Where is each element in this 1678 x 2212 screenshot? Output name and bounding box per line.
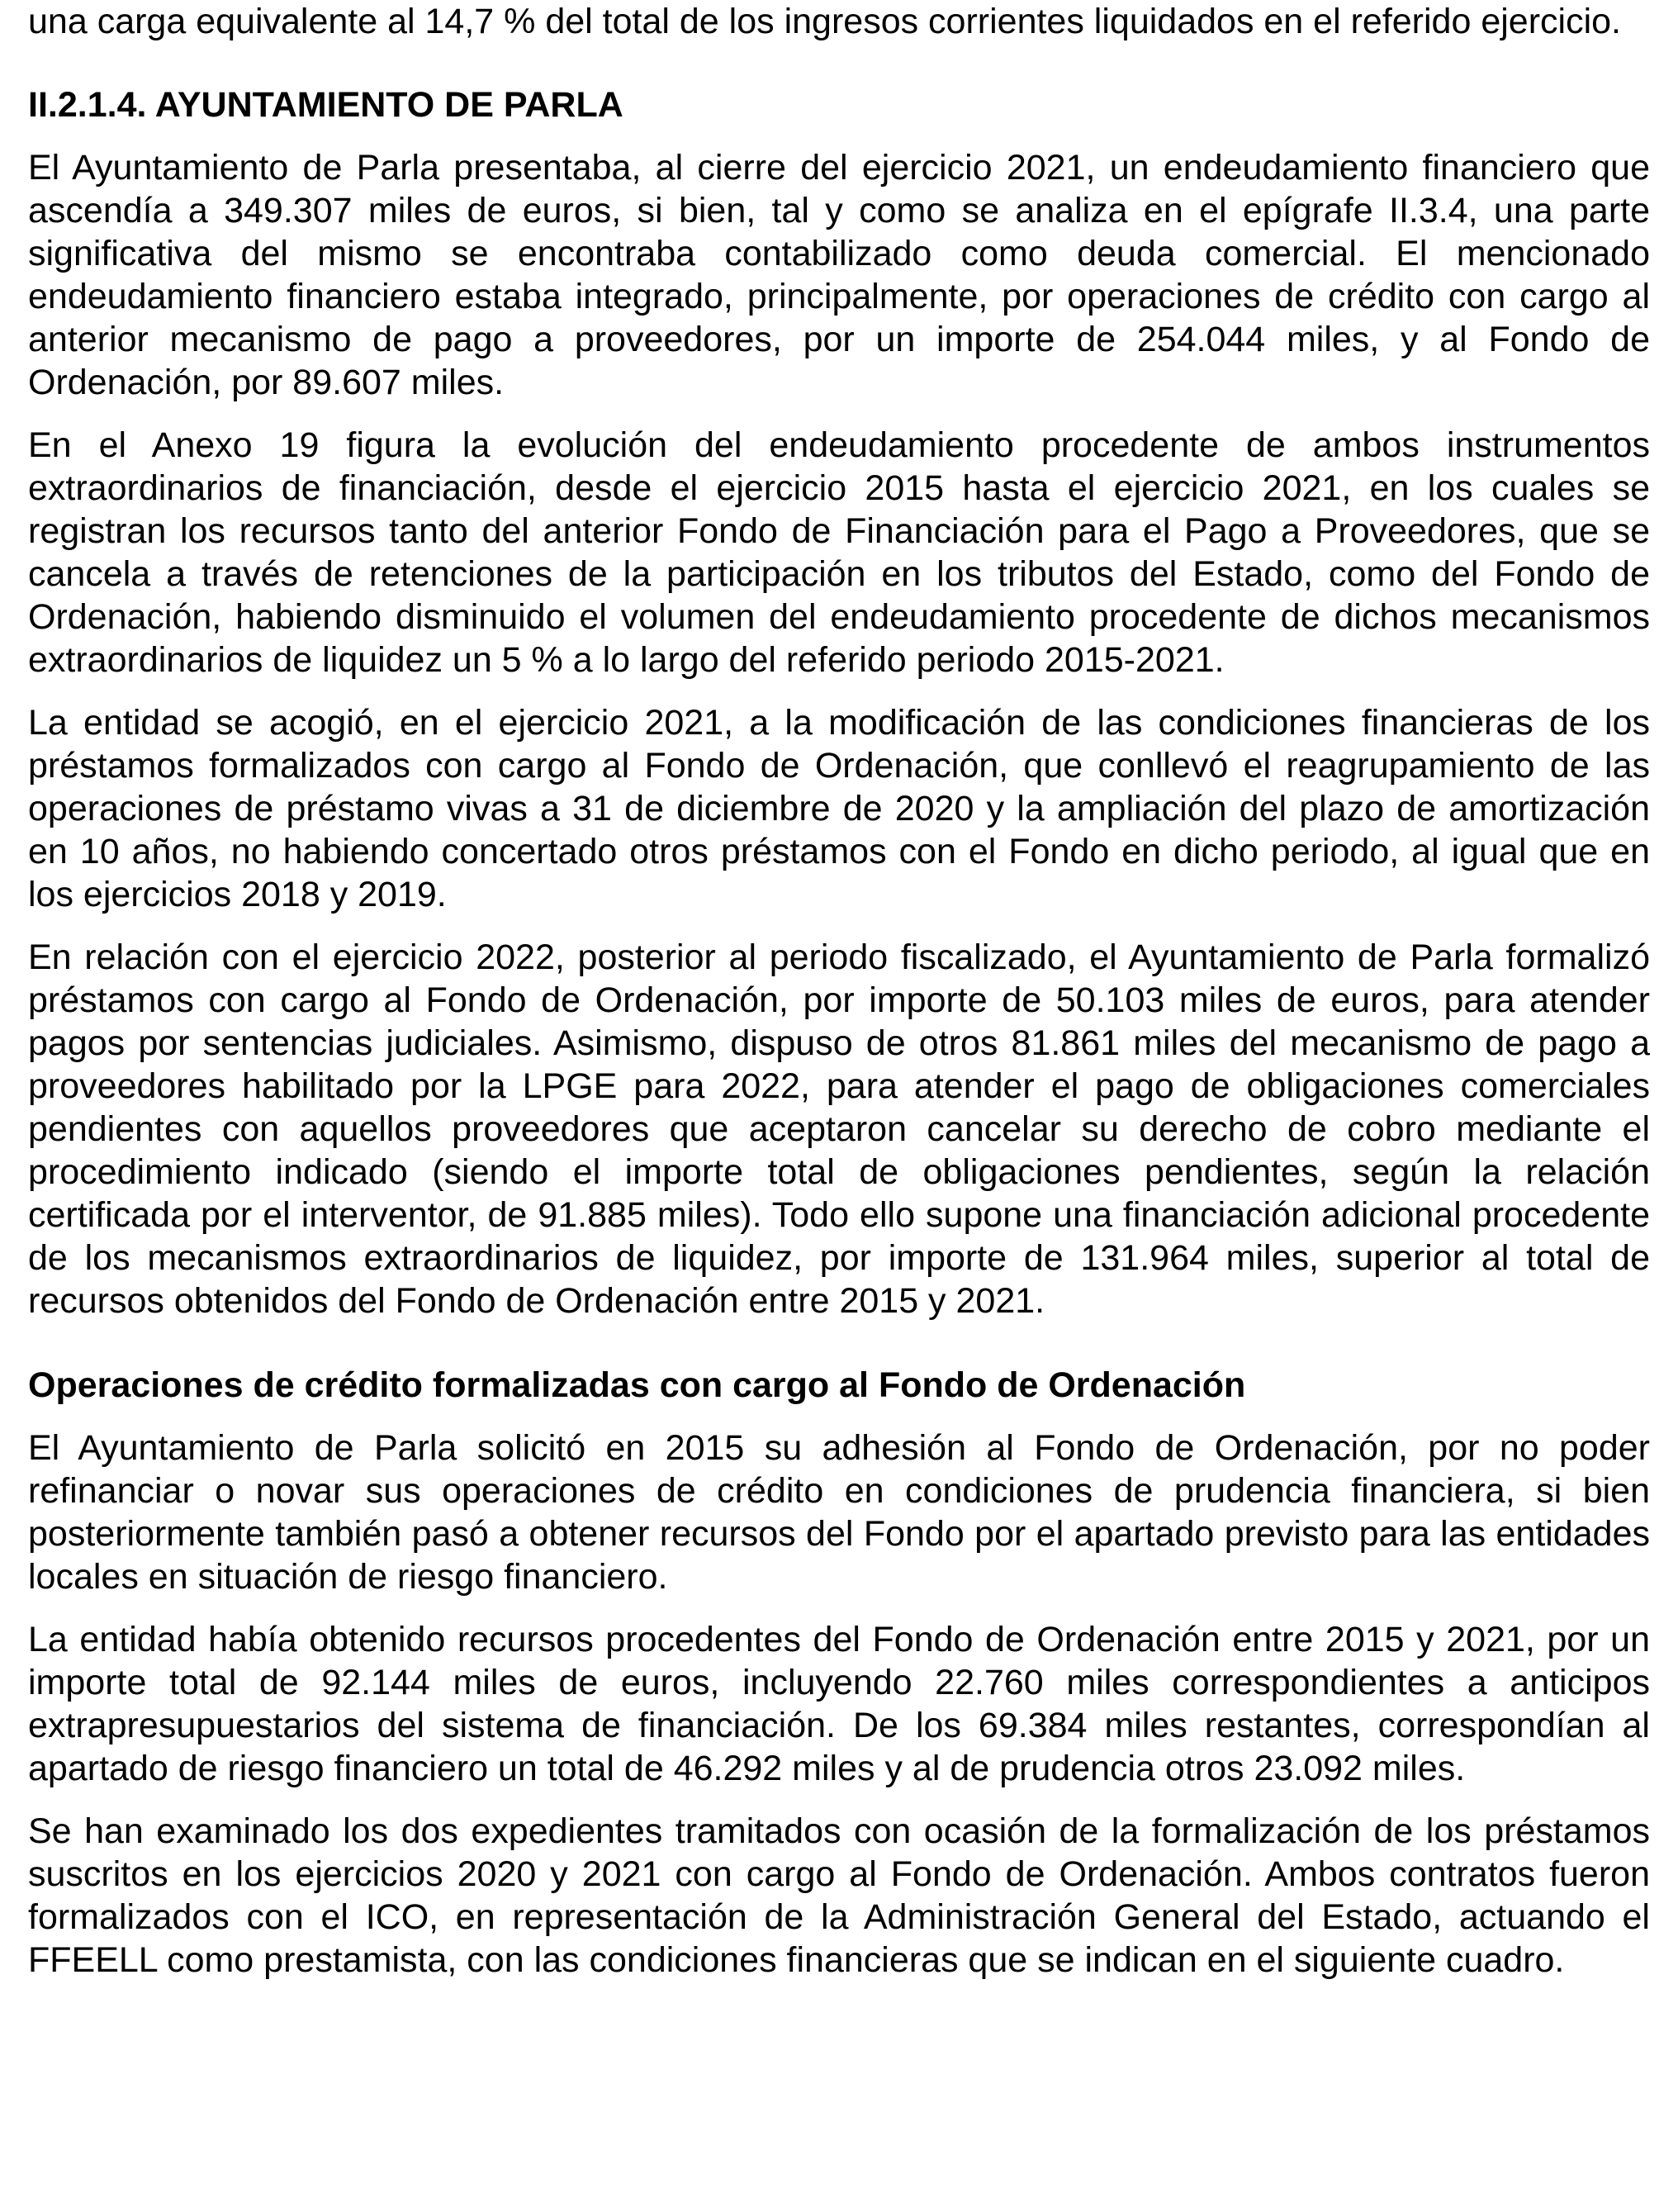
paragraph-fund-resources: La entidad había obtenido recursos procedentes del Fondo de Ordenación entre 2015 y 2021, por un importe total de 92.144 miles de euros, incluyendo 22.760 miles correspondientes a anticipos extrapresupuestarios del sistema de financiación. De los 69.384 miles restantes, correspondían al apartado de riesgo financiero un total de 46.292 miles y al de prudencia otros 23.092 miles. (28, 1620, 1650, 1788)
subsection-heading: Operaciones de crédito formalizadas con cargo al Fondo de Ordenación (28, 1365, 1246, 1405)
intro-continuation-paragraph: una carga equivalente al 14,7 % del total de los ingresos corrientes liquidados en el referido ejercicio. (28, 2, 1621, 41)
paragraph-condition-modification: La entidad se acogió, en el ejercicio 2021, a la modificación de las condiciones financieras de los préstamos formalizados con cargo al Fondo de Ordenación, que conllevó el reagrupamiento de las operaciones de préstamo vivas a 31 de diciembre de 2020 y la ampliación del plazo de amortización en 10 años, no habiendo concertado otros préstamos con el Fondo en dicho periodo, al igual que en los ejercicios 2018 y 2019. (28, 703, 1650, 914)
section-heading: II.2.1.4. AYUNTAMIENTO DE PARLA (28, 85, 623, 125)
paragraph-loan-files: Se han examinado los dos expedientes tramitados con ocasión de la formalización de los préstamos suscritos en los ejercicios 2020 y 2021 con cargo al Fondo de Ordenación. Ambos contratos fueron formalizados con el ICO, en representación de la Administración General del Estado, actuando el FFEELL como prestamista, con las condiciones financieras que se indican en el siguiente cuadro. (28, 1811, 1650, 1980)
paragraph-annex-evolution: En el Anexo 19 figura la evolución del endeudamiento procedente de ambos instrumentos extraordinarios de financiación, desde el ejercicio 2015 hasta el ejercicio 2021, en los cuales se registran los recursos tanto del anterior Fondo de Financiación para el Pago a Proveedores, que se cancela a través de retenciones de la participación en los tributos del Estado, como del Fondo de Ordenación, habiendo disminuido el volumen del endeudamiento procedente de dichos mecanismos extraordinarios de liquidez un 5 % a lo largo del referido periodo 2015-2021. (28, 425, 1650, 680)
document-page (28, 0, 1650, 2001)
paragraph-debt-overview: El Ayuntamiento de Parla presentaba, al cierre del ejercicio 2021, un endeudamiento financiero que ascendía a 349.307 miles de euros, si bien, tal y como se analiza en el epígrafe II.3.4, una parte significativa del mismo se encontraba contabilizado como deuda comercial. El mencionado endeudamiento financiero estaba integrado, principalmente, por operaciones de crédito con cargo al anterior mecanismo de pago a proveedores, por un importe de 254.044 miles, y al Fondo de Ordenación, por 89.607 miles. (28, 148, 1650, 402)
paragraph-fund-adhesion: El Ayuntamiento de Parla solicitó en 2015 su adhesión al Fondo de Ordenación, por no poder refinanciar o novar sus operaciones de crédito en condiciones de prudencia financiera, si bien posteriormente también pasó a obtener recursos del Fondo por el apartado previsto para las entidades locales en situación de riesgo financiero. (28, 1428, 1650, 1597)
paragraph-2022-financing: En relación con el ejercicio 2022, posterior al periodo fiscalizado, el Ayuntamiento de Parla formalizó préstamos con cargo al Fondo de Ordenación, por importe de 50.103 miles de euros, para atender pagos por sentencias judiciales. Asimismo, dispuso de otros 81.861 miles del mecanismo de pago a proveedores habilitado por la LPGE para 2022, para atender el pago de obligaciones comerciales pendientes con aquellos proveedores que aceptaron cancelar su derecho de cobro mediante el procedimiento indicado (siendo el importe total de obligaciones pendientes, según la relación certificada por el interventor, de 91.885 miles). Todo ello supone una financiación adicional procedente de los mecanismos extraordinarios de liquidez, por importe de 131.964 miles, superior al total de recursos obtenidos del Fondo de Ordenación entre 2015 y 2021. (28, 937, 1650, 1321)
